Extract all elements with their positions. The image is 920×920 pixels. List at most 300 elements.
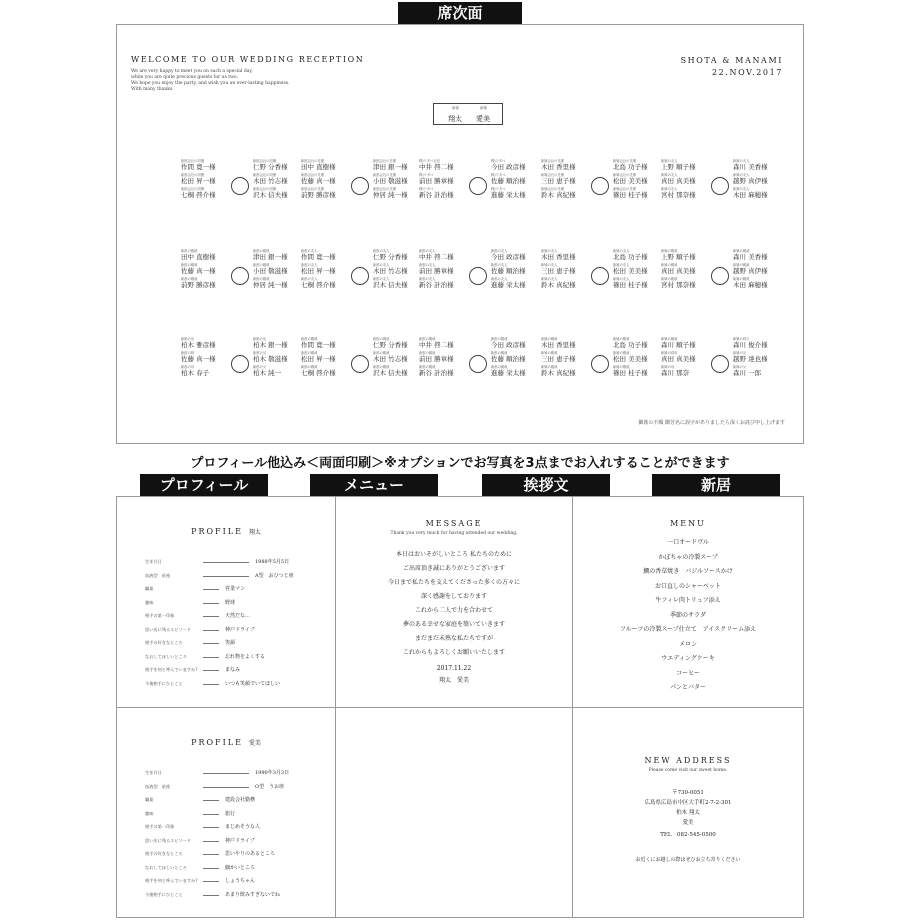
guest-entry (733, 365, 781, 377)
guest-relation: 新婦の親戚 (661, 277, 678, 281)
guest-name: 柏木 敬滋様 (253, 355, 288, 363)
message-line: 夢のある幸せな家庭を築いていきます (402, 621, 505, 628)
guest-name: 宮村 那奈様 (661, 191, 696, 199)
guest-name: 北島 功子様 (613, 163, 648, 171)
guest-entry (181, 159, 229, 171)
table-circle (469, 355, 487, 373)
guest-relation: 新郎の友人 (373, 277, 390, 281)
address-postal: 〒730-0051 (672, 790, 704, 796)
guest-name: 篠田 桂子様 (613, 191, 648, 199)
guest-name: 松田 美美様 (613, 177, 648, 185)
guest-entry (253, 365, 301, 377)
guest-relation: 新婦の友人 (613, 263, 630, 267)
profile-question: 思い出に残るエピソード (145, 837, 192, 843)
guest-table (181, 337, 301, 391)
guest-name: 松田 昇一様 (301, 355, 336, 363)
address-tel: TEL 082-545-0500 (660, 832, 716, 838)
guest-entry (419, 337, 467, 349)
guest-table (661, 159, 781, 213)
guest-relation: 新郎の友人 (301, 249, 318, 253)
profile-question: 生年月日 (145, 770, 162, 775)
guest-relation: 新婦の親戚 (541, 351, 558, 355)
profile-leader-line (203, 881, 219, 882)
guest-name: 三田 恵子様 (541, 267, 576, 275)
address-title: NEW ADDRESS (644, 756, 732, 765)
profile-answer: まじめそうな人 (225, 824, 261, 830)
profile-answer: まなみ (225, 667, 241, 673)
address-note: お近くにお越しの際はぜひお立ち寄りください (635, 857, 741, 863)
guest-relation: 新婦会社の先輩 (541, 173, 565, 177)
guest-entry (661, 159, 709, 171)
table-circle (231, 355, 249, 373)
guest-relation: 新郎の親戚 (181, 249, 198, 253)
guest-name: 佐藤 順治様 (491, 177, 526, 185)
profile-row (145, 557, 325, 567)
guest-entry (301, 173, 349, 185)
guest-table (419, 249, 539, 303)
table-circle (351, 355, 369, 373)
guest-name: 中井 啓二様 (419, 163, 454, 171)
message-line: ご出席頂き誠にありがとうございます (402, 565, 505, 572)
profile-answer: 思いやりのあるところ (225, 851, 276, 857)
guest-entry (541, 351, 589, 363)
guest-relation: 新郎の友人 (419, 249, 436, 253)
guest-entry (491, 173, 539, 185)
label-profile: プロフィール (140, 474, 268, 496)
table-circle (231, 267, 249, 285)
message-line: これからもよろしくお願いいたします (402, 649, 505, 656)
guest-table (301, 159, 421, 213)
guest-name: 作間 寛一様 (301, 253, 336, 261)
guest-entry (661, 249, 709, 261)
guest-relation: 新郎の親戚 (491, 365, 508, 369)
guest-name: 越野 達也様 (733, 355, 768, 363)
guest-entry (541, 365, 589, 377)
profile-answer: 1988年5月5日 (255, 559, 290, 565)
profile-question: 趣味 (145, 599, 154, 605)
guest-relation: 新郎の親戚 (181, 263, 198, 267)
menu-item: 牛フィレ肉トリュフ添え (655, 597, 721, 604)
profile-row (145, 836, 325, 846)
profile-question: 趣味 (145, 810, 154, 816)
guest-name: 松田 美美様 (613, 355, 648, 363)
profile-row (145, 652, 325, 662)
guest-name: 松田 昇一様 (181, 177, 216, 185)
profile-question: 相手を何と呼んでいますか? (145, 667, 198, 672)
guest-entry (613, 173, 661, 185)
guest-name: 森川 一郎 (733, 369, 762, 377)
guest-relation: 新郎会社の先輩 (373, 173, 397, 177)
profile-row (145, 638, 325, 648)
guest-entry (301, 365, 349, 377)
guest-entry (181, 351, 229, 363)
guest-table (301, 337, 421, 391)
guest-entry (301, 263, 349, 275)
guest-relation: 新婦の友人 (733, 159, 750, 163)
table-circle (231, 177, 249, 195)
guest-name: 仁野 分香様 (373, 253, 408, 261)
profile-answer: 建設会社勤務 (225, 797, 256, 803)
profile-answer: A型 おひつじ座 (255, 572, 294, 579)
profile-row (145, 795, 325, 805)
profile-row (145, 625, 325, 635)
guest-relation: 新婦会社の先輩 (541, 159, 565, 163)
guest-entry (733, 249, 781, 261)
bride-name: 愛美 (476, 115, 490, 123)
guest-table (419, 159, 539, 213)
guest-relation: 新婦の友人 (541, 249, 558, 253)
guest-entry (733, 351, 781, 363)
guest-entry (661, 351, 709, 363)
couple-names: SHOTA & MANAMI (680, 56, 783, 65)
address-name: 柏木 翔太 (676, 810, 700, 816)
guest-entry (301, 277, 349, 289)
table-circle (351, 177, 369, 195)
guest-entry (373, 249, 421, 261)
profile-question: 職業 (145, 586, 154, 591)
guest-name: 木田 竹志様 (373, 355, 408, 363)
guest-entry (181, 249, 229, 261)
profile-leader-line (203, 827, 219, 828)
profile-question: 相手の好きなところ (145, 851, 183, 856)
guest-relation: 新郎会社の先輩 (301, 159, 325, 163)
guest-entry (661, 277, 709, 289)
menu-item: コーヒー (676, 669, 700, 677)
profile-leader-line (203, 657, 219, 658)
guest-name: 篠田 桂子様 (613, 281, 648, 289)
profile-leader-line (203, 814, 219, 815)
guest-relation: 新郎の姉 (181, 351, 195, 355)
guest-entry (301, 187, 349, 199)
profile-leader-line (203, 868, 219, 869)
guest-entry (373, 337, 421, 349)
guest-entry (541, 159, 589, 171)
guest-entry (733, 187, 781, 199)
profile-question: 相手の第一印象 (145, 824, 175, 829)
profile-question: 今後相手にひとこと (145, 680, 183, 686)
table-circle (591, 177, 609, 195)
guest-table (541, 337, 661, 391)
guest-entry (541, 173, 589, 185)
guest-relation: 新郎会社の同僚 (181, 173, 205, 177)
guest-relation: 株)ワタベ (491, 173, 506, 177)
guest-relation: 新婦の親戚 (661, 249, 678, 253)
guest-relation: 新郎会社の先輩 (301, 173, 325, 177)
guest-entry (373, 365, 421, 377)
table-circle (591, 267, 609, 285)
guest-relation: 新郎の父 (253, 365, 267, 369)
profile-leader-line (203, 576, 249, 577)
guest-entry (373, 159, 421, 171)
label-greeting: 挨拶文 (482, 474, 610, 496)
profile-row (145, 822, 325, 832)
profile-question: 職業 (145, 797, 154, 802)
profile-question: なおしてほしいところ (145, 653, 187, 659)
guest-relation: 新郎の親戚 (181, 277, 198, 281)
guest-relation: 新婦の親戚 (541, 337, 558, 341)
blank-panel (335, 707, 573, 918)
guest-entry (661, 187, 709, 199)
guest-relation: 新婦の友人 (733, 173, 750, 177)
menu-item: 鯛の香草焼き バジルソースかけ (643, 568, 733, 575)
address-name-2: 愛美 (682, 820, 694, 826)
guest-name: 津田 銀一様 (373, 163, 408, 171)
guest-relation: 新郎会社の先輩 (301, 187, 325, 191)
guest-entry (733, 159, 781, 171)
guest-relation: 新郎の親戚 (373, 351, 390, 355)
guest-entry (181, 277, 229, 289)
guest-entry (613, 365, 661, 377)
guest-name: 田中 直樹様 (181, 253, 216, 261)
guest-entry (181, 337, 229, 349)
guest-name: 佐藤 真一様 (301, 177, 336, 185)
guest-entry (491, 159, 539, 171)
guest-table (419, 337, 539, 391)
guest-entry (419, 351, 467, 363)
guest-name: 沢木 信夫様 (373, 369, 408, 377)
wedding-date: 22.NOV.2017 (711, 68, 783, 77)
guest-table (541, 249, 661, 303)
guest-name: 田中 直樹様 (301, 163, 336, 171)
guest-relation: 新郎の友人 (419, 277, 436, 281)
guest-entry (301, 249, 349, 261)
profile-answer: 天然だな… (225, 613, 251, 619)
guest-name: 今田 政彦様 (491, 253, 526, 261)
menu-item: かぼちゃの冷製スープ (658, 553, 718, 561)
guest-entry (541, 337, 589, 349)
message-subtitle: Thank you very much for having attended our wedding. (390, 531, 518, 536)
guest-entry (301, 351, 349, 363)
guest-name: 真田 真美様 (661, 267, 696, 275)
guest-name: 北島 功子様 (613, 253, 648, 261)
guest-relation: 新婦の親戚 (661, 263, 678, 267)
profile-row (145, 768, 325, 778)
groom-name: 翔太 (448, 115, 462, 123)
profile-question: 血液型 星座 (145, 783, 171, 789)
guest-entry (419, 187, 467, 199)
guest-relation: 新婦の友人 (661, 173, 678, 177)
guest-entry (373, 173, 421, 185)
guest-entry (541, 263, 589, 275)
guest-entry (253, 263, 301, 275)
guest-entry (613, 159, 661, 171)
guest-entry (613, 249, 661, 261)
profile-leader-line (203, 773, 249, 774)
guest-entry (373, 277, 421, 289)
profile-groom-title: PROFILE 翔太 (191, 527, 261, 536)
guest-name: 仁野 分香様 (253, 163, 288, 171)
profile-question: 今後相手にひとこと (145, 891, 183, 897)
guest-entry (733, 277, 781, 289)
label-seating: 席次面 (398, 2, 522, 24)
profile-row (145, 809, 325, 819)
guest-relation: 新郎の友人 (301, 277, 318, 281)
guest-entry (181, 365, 229, 377)
guest-name: 鈴木 真紀様 (541, 369, 576, 377)
menu-item: 一口オードヴル (667, 539, 709, 546)
profile-row (145, 611, 325, 621)
message-line: 深く感謝をしております (420, 593, 487, 600)
guest-entry (419, 159, 467, 171)
guest-name: 前野 勝彦様 (301, 191, 336, 199)
profile-question: なおしてほしいところ (145, 864, 187, 870)
guest-entry (419, 263, 467, 275)
profile-row (145, 584, 325, 594)
guest-relation: 新郎会社の先輩 (373, 159, 397, 163)
guest-name: 佐藤 真一様 (181, 267, 216, 275)
guest-relation: 新郎会社の同僚 (181, 187, 205, 191)
guest-name: 柏木 雅彦様 (181, 341, 216, 349)
guest-relation: 新郎の親戚 (419, 337, 436, 341)
message-line: 本日はおいそがしいところ 私たちのために (396, 551, 512, 558)
guest-entry (373, 263, 421, 275)
option-caption: プロフィール他込み＜両面印刷＞※オプションでお写真を3点までお入れすることができます (190, 456, 730, 471)
guest-relation: 新郎の親戚 (301, 365, 318, 369)
profile-row (145, 665, 325, 675)
guest-entry (613, 337, 661, 349)
guest-relation: 新郎の親戚 (253, 249, 270, 253)
profile-leader-line (203, 630, 219, 631)
guest-entry (253, 159, 301, 171)
message-line: まだまだ未熟な私たちですが (415, 635, 493, 642)
guest-entry (491, 263, 539, 275)
profile-row (145, 679, 325, 689)
guest-entry (491, 277, 539, 289)
profile-leader-line (203, 616, 219, 617)
profile-row (145, 782, 325, 792)
guest-entry (613, 351, 661, 363)
seating-footnote: 御席の不順 御芳名に誤字がありましたら深くお詫び申し上げます (638, 420, 785, 426)
guest-relation: 新郎の友人 (491, 249, 508, 253)
profile-question: 生年月日 (145, 559, 162, 564)
address-subtitle: Please come visit our sweet home. (648, 768, 728, 773)
guest-entry (491, 337, 539, 349)
guest-name: 新谷 計治様 (419, 369, 454, 377)
table-circle (591, 355, 609, 373)
profile-answer: 神戸ドライブ (225, 626, 255, 633)
guest-name: 越野 真伊様 (733, 267, 768, 275)
guest-name: 新谷 計治様 (419, 281, 454, 289)
guest-relation: 新郎の親戚 (491, 351, 508, 355)
profile-leader-line (203, 684, 219, 685)
message-title: MESSAGE (425, 519, 483, 528)
guest-relation: 新郎の友人 (373, 249, 390, 253)
guest-name: 宮村 那奈様 (661, 281, 696, 289)
seating-chart-panel (116, 24, 804, 444)
guest-entry (419, 277, 467, 289)
guest-entry (491, 249, 539, 261)
guest-name: 木田 香里様 (541, 163, 576, 171)
guest-entry (661, 263, 709, 275)
guest-relation: 新婦の親戚 (661, 337, 678, 341)
profile-leader-line (203, 603, 219, 604)
guest-name: 七桐 啓介様 (181, 191, 216, 199)
profile-row (145, 571, 325, 581)
guest-relation: 新郎の親戚 (253, 263, 270, 267)
guest-entry (661, 337, 709, 349)
message-line: 今日まで私たちを支えてくださった多くの方々に (387, 579, 520, 586)
guest-entry (253, 337, 301, 349)
guest-entry (181, 173, 229, 185)
head-table (433, 103, 503, 125)
guest-relation: 新郎の友人 (301, 263, 318, 267)
profile-answer: 笑顔 (225, 640, 236, 646)
table-circle (469, 177, 487, 195)
guest-relation: 新郎会社の同僚 (253, 159, 277, 163)
guest-entry (541, 249, 589, 261)
guest-name: 三田 恵子様 (541, 177, 576, 185)
guest-name: 作間 寛一様 (181, 163, 216, 171)
guest-entry (253, 187, 301, 199)
guest-relation: 株)ワタベ (419, 173, 434, 177)
profile-row (145, 849, 325, 859)
guest-relation: 株)ワタベ社長 (419, 159, 441, 163)
guest-relation: 新郎の友人 (373, 263, 390, 267)
guest-relation: 新郎の親戚 (491, 337, 508, 341)
menu-item: フルーツの冷製スープ仕立て アイスクリーム添え (619, 626, 757, 633)
guest-relation: 新婦の友人 (661, 159, 678, 163)
label-menu: メニュー (310, 474, 438, 496)
message-panel (335, 496, 573, 708)
guest-table (301, 249, 421, 303)
guest-name: 七桐 啓介様 (301, 281, 336, 289)
guest-relation: 新郎会社の同僚 (253, 187, 277, 191)
guest-name: 沢木 信夫様 (253, 191, 288, 199)
guest-name: 七桐 啓介様 (301, 369, 336, 377)
profile-question: 血液型 星座 (145, 572, 171, 578)
guest-name: 鈴木 真紀様 (541, 281, 576, 289)
message-line: これから二人で力を合わせて (414, 607, 493, 614)
profile-leader-line (203, 643, 219, 644)
guest-entry (733, 263, 781, 275)
guest-name: 進藤 栄太様 (491, 369, 526, 377)
guest-relation: 新郎の友人 (491, 277, 508, 281)
guest-relation: 新婦の友人 (733, 187, 750, 191)
guest-name: 柏木 銀一様 (253, 341, 288, 349)
guest-relation: 新郎の親戚 (373, 365, 390, 369)
profile-question: 相手の好きなところ (145, 640, 183, 645)
guest-relation: 新婦の親戚 (733, 277, 750, 281)
profile-leader-line (203, 841, 219, 842)
guest-entry (373, 351, 421, 363)
profile-row (145, 598, 325, 608)
bride-title: 新婦 (480, 106, 487, 110)
guest-table (661, 249, 781, 303)
profile-answer: 神戸ドライブ (225, 837, 255, 844)
guest-name: 佐藤 真一様 (181, 355, 216, 363)
guest-relation: 新郎の兄 (181, 337, 195, 341)
guest-relation: 新婦会社の先輩 (613, 159, 637, 163)
profile-leader-line (203, 562, 249, 563)
guest-name: 北島 功子様 (613, 341, 648, 349)
guest-relation: 新婦の友人 (613, 249, 630, 253)
guest-entry (373, 187, 421, 199)
guest-entry (253, 249, 301, 261)
guest-name: 柏木 春子 (181, 369, 210, 377)
guest-entry (301, 159, 349, 171)
guest-name: 中井 啓二様 (419, 341, 454, 349)
guest-relation: 新郎の親戚 (301, 351, 318, 355)
guest-name: 真田 真美様 (661, 177, 696, 185)
menu-item: お口直しのシャーベット (655, 582, 721, 590)
profile-answer: あまり飲みすぎないでね (225, 891, 281, 898)
profile-answer: 営業マン (225, 586, 246, 592)
profile-answer: 旅行 (225, 810, 236, 817)
guest-relation: 株)ワタベ (491, 159, 506, 163)
couple-header (681, 55, 783, 79)
guest-name: 前田 勝章様 (419, 267, 454, 275)
guest-name: 上野 順子様 (661, 163, 696, 171)
